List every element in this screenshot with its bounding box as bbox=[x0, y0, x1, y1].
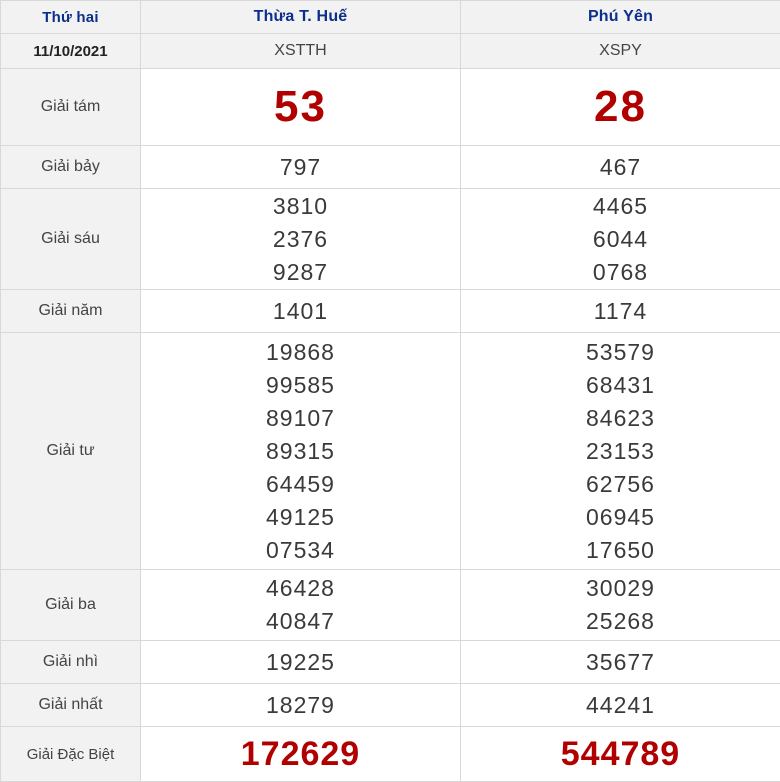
table-row bbox=[1, 290, 780, 333]
prize-number: 35677 bbox=[461, 646, 780, 679]
prize-number: 25268 bbox=[461, 605, 780, 638]
draw-date: 11/10/2021 bbox=[1, 34, 141, 69]
province-code-2: XSPY bbox=[461, 34, 780, 69]
prize-number: 797 bbox=[141, 151, 460, 184]
prize-values-province-2 bbox=[461, 333, 780, 570]
prize-label: Giải nhất bbox=[1, 684, 141, 727]
prize-number: 68431 bbox=[461, 369, 780, 402]
prize-values-province-2 bbox=[461, 641, 780, 684]
prize-number: 0768 bbox=[461, 256, 780, 289]
prize-label: Giải bảy bbox=[1, 146, 141, 189]
table-row bbox=[1, 641, 780, 684]
prize-values-province-1 bbox=[141, 290, 461, 333]
prize-number: 46428 bbox=[141, 572, 460, 605]
prize-label: Giải tám bbox=[1, 69, 141, 146]
prize-number: 172629 bbox=[141, 731, 460, 777]
table-row bbox=[1, 189, 780, 290]
table-row bbox=[1, 570, 780, 641]
table-row bbox=[1, 146, 780, 189]
prize-values-province-2 bbox=[461, 146, 780, 189]
prize-number: 40847 bbox=[141, 605, 460, 638]
prize-number: 2376 bbox=[141, 223, 460, 256]
prize-number: 62756 bbox=[461, 468, 780, 501]
table-row bbox=[1, 69, 780, 146]
province-header-1: Thừa T. Huế bbox=[141, 1, 461, 34]
prize-label: Giải sáu bbox=[1, 189, 141, 290]
prize-values-province-1 bbox=[141, 641, 461, 684]
prize-number: 44241 bbox=[461, 689, 780, 722]
prize-values-province-2 bbox=[461, 727, 780, 782]
prize-number: 18279 bbox=[141, 689, 460, 722]
prize-values-province-2 bbox=[461, 570, 780, 641]
prize-values-province-1 bbox=[141, 727, 461, 782]
prize-number: 544789 bbox=[461, 731, 780, 777]
prize-number: 99585 bbox=[141, 369, 460, 402]
prize-values-province-2 bbox=[461, 290, 780, 333]
prize-number: 1174 bbox=[461, 295, 780, 328]
prize-number: 19868 bbox=[141, 336, 460, 369]
prize-number: 3810 bbox=[141, 190, 460, 223]
prize-values-province-2 bbox=[461, 684, 780, 727]
prize-label: Giải năm bbox=[1, 290, 141, 333]
prize-number: 53579 bbox=[461, 336, 780, 369]
prize-label: Giải tư bbox=[1, 333, 141, 570]
prize-number: 9287 bbox=[141, 256, 460, 289]
prize-number: 17650 bbox=[461, 534, 780, 567]
prize-number: 28 bbox=[461, 82, 780, 132]
prize-label: Giải ba bbox=[1, 570, 141, 641]
table-row bbox=[1, 727, 780, 782]
prize-values-province-1 bbox=[141, 146, 461, 189]
prize-values-province-1 bbox=[141, 684, 461, 727]
prize-number: 19225 bbox=[141, 646, 460, 679]
prize-number: 49125 bbox=[141, 501, 460, 534]
prize-number: 84623 bbox=[461, 402, 780, 435]
prize-number: 64459 bbox=[141, 468, 460, 501]
prize-values-province-1 bbox=[141, 333, 461, 570]
prize-values-province-1 bbox=[141, 570, 461, 641]
table-header-row bbox=[1, 1, 780, 34]
prize-label: Giải nhì bbox=[1, 641, 141, 684]
day-label: Thứ hai bbox=[1, 1, 141, 34]
prize-number: 30029 bbox=[461, 572, 780, 605]
prize-number: 07534 bbox=[141, 534, 460, 567]
prize-number: 4465 bbox=[461, 190, 780, 223]
table-code-row bbox=[1, 34, 780, 69]
table-row bbox=[1, 333, 780, 570]
prize-number: 89107 bbox=[141, 402, 460, 435]
prize-number: 467 bbox=[461, 151, 780, 184]
province-header-2: Phú Yên bbox=[461, 1, 780, 34]
prize-values-province-2 bbox=[461, 69, 780, 146]
prize-values-province-1 bbox=[141, 69, 461, 146]
prize-values-province-1 bbox=[141, 189, 461, 290]
province-code-1: XSTTH bbox=[141, 34, 461, 69]
prize-number: 06945 bbox=[461, 501, 780, 534]
prize-number: 23153 bbox=[461, 435, 780, 468]
prize-number: 53 bbox=[141, 82, 460, 132]
prize-number: 6044 bbox=[461, 223, 780, 256]
table-row bbox=[1, 684, 780, 727]
prize-values-province-2 bbox=[461, 189, 780, 290]
prize-number: 1401 bbox=[141, 295, 460, 328]
prize-label: Giải Đặc Biệt bbox=[1, 727, 141, 782]
prize-number: 89315 bbox=[141, 435, 460, 468]
